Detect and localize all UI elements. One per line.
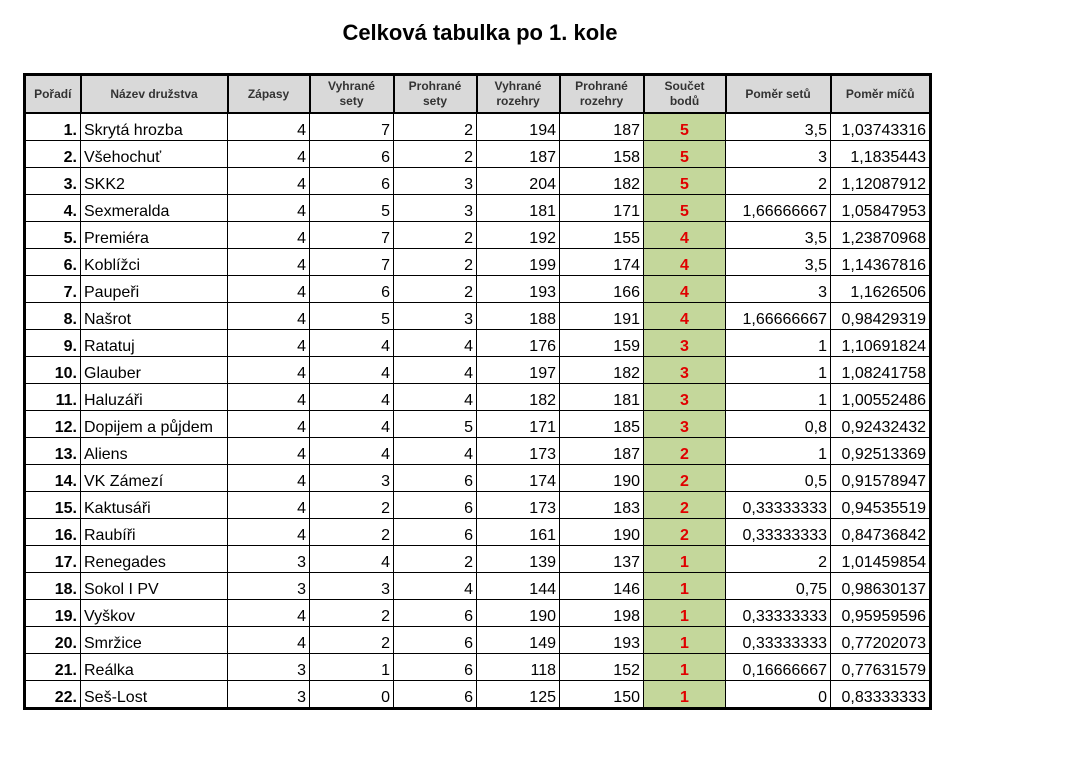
team-name-cell: Našrot (81, 303, 228, 330)
rallies-lost-cell: 187 (560, 438, 644, 465)
set-ratio-cell: 0,33333333 (726, 492, 831, 519)
rallies-won-cell: 174 (477, 465, 560, 492)
ball-ratio-cell: 1,12087912 (831, 168, 931, 195)
rallies-lost-cell: 166 (560, 276, 644, 303)
rallies-won-cell: 176 (477, 330, 560, 357)
team-name-cell: Koblížci (81, 249, 228, 276)
table-row (25, 141, 931, 168)
sets-won-cell: 5 (310, 195, 394, 222)
header-row (25, 75, 931, 114)
rallies-won-cell: 144 (477, 573, 560, 600)
rallies-won-cell: 125 (477, 681, 560, 709)
sets-lost-cell: 2 (394, 276, 477, 303)
ball-ratio-cell: 0,92432432 (831, 411, 931, 438)
team-name-cell: Vyškov (81, 600, 228, 627)
sets-lost-cell: 4 (394, 330, 477, 357)
points-cell: 4 (644, 249, 726, 276)
team-name-cell: Smržice (81, 627, 228, 654)
matches-cell: 4 (228, 276, 310, 303)
rallies-won-cell: 188 (477, 303, 560, 330)
rank-cell: 4. (25, 195, 81, 222)
team-name-cell: VK Zámezí (81, 465, 228, 492)
rallies-won-cell: 197 (477, 357, 560, 384)
rank-cell: 11. (25, 384, 81, 411)
header-rallies-lost: Prohrané rozehry (560, 75, 644, 114)
set-ratio-cell: 0,33333333 (726, 519, 831, 546)
sets-lost-cell: 6 (394, 627, 477, 654)
rank-cell: 19. (25, 600, 81, 627)
rallies-won-cell: 149 (477, 627, 560, 654)
table-row (25, 546, 931, 573)
rallies-lost-cell: 158 (560, 141, 644, 168)
set-ratio-cell: 2 (726, 168, 831, 195)
rank-cell: 1. (25, 113, 81, 141)
sets-won-cell: 5 (310, 303, 394, 330)
matches-cell: 3 (228, 573, 310, 600)
sets-lost-cell: 3 (394, 168, 477, 195)
set-ratio-cell: 3,5 (726, 113, 831, 141)
rallies-lost-cell: 137 (560, 546, 644, 573)
points-cell: 2 (644, 438, 726, 465)
rallies-lost-cell: 191 (560, 303, 644, 330)
header-sets-won: Vyhrané sety (310, 75, 394, 114)
points-cell: 5 (644, 195, 726, 222)
header-ball-ratio: Poměr míčů (831, 75, 931, 114)
matches-cell: 4 (228, 411, 310, 438)
rallies-lost-cell: 146 (560, 573, 644, 600)
rallies-won-cell: 193 (477, 276, 560, 303)
team-name-cell: Reálka (81, 654, 228, 681)
rallies-lost-cell: 150 (560, 681, 644, 709)
rank-cell: 22. (25, 681, 81, 709)
standings-body (25, 113, 931, 709)
sets-won-cell: 0 (310, 681, 394, 709)
table-row (25, 600, 931, 627)
ball-ratio-cell: 0,77202073 (831, 627, 931, 654)
team-name-cell: Raubíři (81, 519, 228, 546)
matches-cell: 4 (228, 384, 310, 411)
rallies-lost-cell: 185 (560, 411, 644, 438)
set-ratio-cell: 1 (726, 438, 831, 465)
rallies-lost-cell: 152 (560, 654, 644, 681)
sets-won-cell: 4 (310, 411, 394, 438)
set-ratio-cell: 3 (726, 141, 831, 168)
ball-ratio-cell: 0,92513369 (831, 438, 931, 465)
ball-ratio-cell: 0,77631579 (831, 654, 931, 681)
matches-cell: 4 (228, 141, 310, 168)
matches-cell: 4 (228, 222, 310, 249)
rallies-won-cell: 204 (477, 168, 560, 195)
sets-won-cell: 3 (310, 465, 394, 492)
matches-cell: 4 (228, 465, 310, 492)
table-row (25, 627, 931, 654)
standings-table (23, 73, 932, 710)
sets-lost-cell: 6 (394, 465, 477, 492)
sets-won-cell: 4 (310, 330, 394, 357)
rallies-lost-cell: 187 (560, 113, 644, 141)
matches-cell: 4 (228, 249, 310, 276)
matches-cell: 4 (228, 330, 310, 357)
table-row (25, 438, 931, 465)
ball-ratio-cell: 0,95959596 (831, 600, 931, 627)
sets-lost-cell: 6 (394, 600, 477, 627)
team-name-cell: Skrytá hrozba (81, 113, 228, 141)
table-row (25, 519, 931, 546)
page-title: Celková tabulka po 1. kole (342, 20, 618, 45)
team-name-cell: Sexmeralda (81, 195, 228, 222)
rallies-won-cell: 173 (477, 438, 560, 465)
sets-won-cell: 6 (310, 276, 394, 303)
team-name-cell: Sokol I PV (81, 573, 228, 600)
points-cell: 3 (644, 357, 726, 384)
sets-lost-cell: 3 (394, 303, 477, 330)
matches-cell: 3 (228, 681, 310, 709)
ball-ratio-cell: 0,94535519 (831, 492, 931, 519)
points-cell: 1 (644, 600, 726, 627)
table-row (25, 357, 931, 384)
set-ratio-cell: 0,33333333 (726, 600, 831, 627)
points-cell: 2 (644, 465, 726, 492)
set-ratio-cell: 1 (726, 357, 831, 384)
rallies-won-cell: 190 (477, 600, 560, 627)
team-name-cell: Renegades (81, 546, 228, 573)
ball-ratio-cell: 1,10691824 (831, 330, 931, 357)
sets-won-cell: 2 (310, 627, 394, 654)
rallies-lost-cell: 182 (560, 357, 644, 384)
points-cell: 1 (644, 681, 726, 709)
matches-cell: 4 (228, 519, 310, 546)
points-cell: 1 (644, 546, 726, 573)
team-name-cell: SKK2 (81, 168, 228, 195)
ball-ratio-cell: 1,05847953 (831, 195, 931, 222)
sets-lost-cell: 2 (394, 113, 477, 141)
sets-won-cell: 4 (310, 438, 394, 465)
set-ratio-cell: 0,75 (726, 573, 831, 600)
sets-lost-cell: 2 (394, 249, 477, 276)
table-row (25, 168, 931, 195)
rank-cell: 9. (25, 330, 81, 357)
rallies-won-cell: 199 (477, 249, 560, 276)
set-ratio-cell: 0,5 (726, 465, 831, 492)
rallies-lost-cell: 190 (560, 465, 644, 492)
rank-cell: 3. (25, 168, 81, 195)
points-cell: 3 (644, 384, 726, 411)
ball-ratio-cell: 1,01459854 (831, 546, 931, 573)
ball-ratio-cell: 0,98429319 (831, 303, 931, 330)
matches-cell: 4 (228, 113, 310, 141)
team-name-cell: Haluzáři (81, 384, 228, 411)
sets-won-cell: 1 (310, 654, 394, 681)
sets-lost-cell: 4 (394, 573, 477, 600)
points-cell: 4 (644, 276, 726, 303)
points-cell: 1 (644, 627, 726, 654)
rank-cell: 16. (25, 519, 81, 546)
team-name-cell: Aliens (81, 438, 228, 465)
rank-cell: 17. (25, 546, 81, 573)
header-rallies-won: Vyhrané rozehry (477, 75, 560, 114)
points-cell: 2 (644, 492, 726, 519)
table-row (25, 249, 931, 276)
rank-cell: 8. (25, 303, 81, 330)
points-cell: 4 (644, 303, 726, 330)
rallies-won-cell: 192 (477, 222, 560, 249)
matches-cell: 3 (228, 546, 310, 573)
rallies-won-cell: 161 (477, 519, 560, 546)
set-ratio-cell: 0,33333333 (726, 627, 831, 654)
points-cell: 1 (644, 573, 726, 600)
sets-won-cell: 3 (310, 573, 394, 600)
sets-lost-cell: 2 (394, 546, 477, 573)
points-cell: 5 (644, 168, 726, 195)
sets-lost-cell: 6 (394, 681, 477, 709)
rallies-lost-cell: 174 (560, 249, 644, 276)
set-ratio-cell: 1 (726, 330, 831, 357)
matches-cell: 4 (228, 195, 310, 222)
rallies-won-cell: 181 (477, 195, 560, 222)
matches-cell: 3 (228, 654, 310, 681)
sets-lost-cell: 3 (394, 195, 477, 222)
sets-won-cell: 7 (310, 113, 394, 141)
rallies-won-cell: 118 (477, 654, 560, 681)
team-name-cell: Dopijem a půjdem (81, 411, 228, 438)
sets-lost-cell: 6 (394, 492, 477, 519)
ball-ratio-cell: 1,08241758 (831, 357, 931, 384)
ball-ratio-cell: 0,84736842 (831, 519, 931, 546)
table-row (25, 330, 931, 357)
sets-won-cell: 4 (310, 357, 394, 384)
rank-cell: 10. (25, 357, 81, 384)
set-ratio-cell: 1,66666667 (726, 195, 831, 222)
sets-won-cell: 4 (310, 384, 394, 411)
sets-lost-cell: 6 (394, 654, 477, 681)
rallies-lost-cell: 155 (560, 222, 644, 249)
rank-cell: 2. (25, 141, 81, 168)
set-ratio-cell: 2 (726, 546, 831, 573)
matches-cell: 4 (228, 438, 310, 465)
rallies-lost-cell: 182 (560, 168, 644, 195)
matches-cell: 4 (228, 600, 310, 627)
rank-cell: 21. (25, 654, 81, 681)
header-points: Součet bodů (644, 75, 726, 114)
rallies-lost-cell: 183 (560, 492, 644, 519)
team-name-cell: Seš-Lost (81, 681, 228, 709)
matches-cell: 4 (228, 303, 310, 330)
team-name-cell: Ratatuj (81, 330, 228, 357)
team-name-cell: Paupeři (81, 276, 228, 303)
sets-won-cell: 6 (310, 168, 394, 195)
ball-ratio-cell: 1,1626506 (831, 276, 931, 303)
matches-cell: 4 (228, 357, 310, 384)
set-ratio-cell: 0 (726, 681, 831, 709)
team-name-cell: Premiéra (81, 222, 228, 249)
table-row (25, 113, 931, 141)
sets-lost-cell: 2 (394, 222, 477, 249)
set-ratio-cell: 3,5 (726, 249, 831, 276)
header-team: Název družstva (81, 75, 228, 114)
set-ratio-cell: 1 (726, 384, 831, 411)
ball-ratio-cell: 0,98630137 (831, 573, 931, 600)
matches-cell: 4 (228, 168, 310, 195)
ball-ratio-cell: 0,83333333 (831, 681, 931, 709)
rallies-lost-cell: 181 (560, 384, 644, 411)
sets-lost-cell: 4 (394, 384, 477, 411)
rallies-won-cell: 139 (477, 546, 560, 573)
ball-ratio-cell: 1,1835443 (831, 141, 931, 168)
points-cell: 3 (644, 330, 726, 357)
sets-won-cell: 6 (310, 141, 394, 168)
sets-lost-cell: 6 (394, 519, 477, 546)
rallies-won-cell: 187 (477, 141, 560, 168)
team-name-cell: Glauber (81, 357, 228, 384)
header-set-ratio: Poměr setů (726, 75, 831, 114)
set-ratio-cell: 3 (726, 276, 831, 303)
table-row (25, 411, 931, 438)
table-row (25, 681, 931, 709)
sets-won-cell: 4 (310, 546, 394, 573)
sets-won-cell: 2 (310, 519, 394, 546)
rank-cell: 13. (25, 438, 81, 465)
rallies-won-cell: 171 (477, 411, 560, 438)
table-row (25, 573, 931, 600)
rank-cell: 7. (25, 276, 81, 303)
ball-ratio-cell: 1,14367816 (831, 249, 931, 276)
points-cell: 4 (644, 222, 726, 249)
matches-cell: 4 (228, 627, 310, 654)
header-sets-lost: Prohrané sety (394, 75, 477, 114)
rallies-lost-cell: 159 (560, 330, 644, 357)
table-row (25, 492, 931, 519)
points-cell: 2 (644, 519, 726, 546)
table-row (25, 654, 931, 681)
rallies-won-cell: 182 (477, 384, 560, 411)
sets-won-cell: 2 (310, 600, 394, 627)
sets-won-cell: 7 (310, 249, 394, 276)
points-cell: 3 (644, 411, 726, 438)
rank-cell: 20. (25, 627, 81, 654)
sets-won-cell: 2 (310, 492, 394, 519)
table-row (25, 195, 931, 222)
ball-ratio-cell: 1,03743316 (831, 113, 931, 141)
sets-won-cell: 7 (310, 222, 394, 249)
rank-cell: 18. (25, 573, 81, 600)
set-ratio-cell: 1,66666667 (726, 303, 831, 330)
sets-lost-cell: 5 (394, 411, 477, 438)
rank-cell: 15. (25, 492, 81, 519)
rank-cell: 5. (25, 222, 81, 249)
rallies-lost-cell: 193 (560, 627, 644, 654)
ball-ratio-cell: 0,91578947 (831, 465, 931, 492)
set-ratio-cell: 3,5 (726, 222, 831, 249)
points-cell: 1 (644, 654, 726, 681)
points-cell: 5 (644, 141, 726, 168)
table-row (25, 465, 931, 492)
rallies-lost-cell: 171 (560, 195, 644, 222)
matches-cell: 4 (228, 492, 310, 519)
header-matches: Zápasy (228, 75, 310, 114)
set-ratio-cell: 0,8 (726, 411, 831, 438)
table-row (25, 222, 931, 249)
ball-ratio-cell: 1,23870968 (831, 222, 931, 249)
sets-lost-cell: 4 (394, 438, 477, 465)
points-cell: 5 (644, 113, 726, 141)
ball-ratio-cell: 1,00552486 (831, 384, 931, 411)
table-row (25, 303, 931, 330)
rallies-won-cell: 173 (477, 492, 560, 519)
rank-cell: 6. (25, 249, 81, 276)
rank-cell: 12. (25, 411, 81, 438)
rallies-lost-cell: 198 (560, 600, 644, 627)
sets-lost-cell: 4 (394, 357, 477, 384)
rank-cell: 14. (25, 465, 81, 492)
header-rank: Pořadí (25, 75, 81, 114)
table-row (25, 276, 931, 303)
sets-lost-cell: 2 (394, 141, 477, 168)
team-name-cell: Kaktusáři (81, 492, 228, 519)
set-ratio-cell: 0,16666667 (726, 654, 831, 681)
table-row (25, 384, 931, 411)
rallies-lost-cell: 190 (560, 519, 644, 546)
team-name-cell: Všehochuť (81, 141, 228, 168)
rallies-won-cell: 194 (477, 113, 560, 141)
